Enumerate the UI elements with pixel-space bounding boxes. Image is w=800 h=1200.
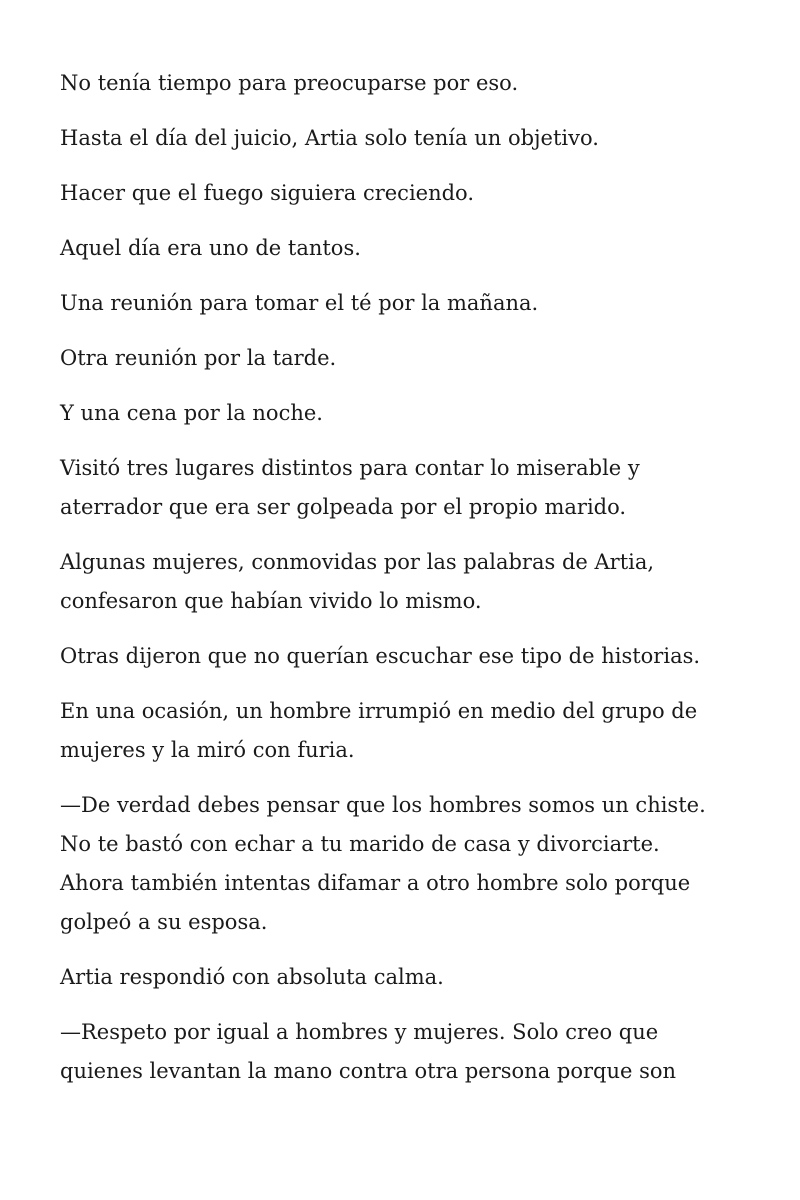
paragraph-1 <box>60 64 760 103</box>
paragraph-10 <box>60 637 760 676</box>
text-line: Artia respondió con absoluta calma. <box>60 965 444 989</box>
text-line: aterrador que era ser golpeada por el propio marido. <box>60 495 627 519</box>
text-line: golpeó a su esposa. <box>60 910 268 934</box>
text-line: Una reunión para tomar el té por la mañana. <box>60 291 539 315</box>
text-line: quienes levantan la mano contra otra persona porque son <box>60 1059 677 1083</box>
paragraph-5 <box>60 284 760 323</box>
paragraph-4 <box>60 229 760 268</box>
page-text <box>60 64 760 1107</box>
paragraph-13 <box>60 958 760 997</box>
text-line: Algunas mujeres, conmovidas por las palabras de Artia, <box>60 550 655 574</box>
paragraph-12 <box>60 786 760 942</box>
text-line: Otras dijeron que no querían escuchar ese tipo de historias. <box>60 644 701 668</box>
paragraph-8 <box>60 449 760 527</box>
paragraph-14 <box>60 1013 760 1091</box>
text-line: Aquel día era uno de tantos. <box>60 236 361 260</box>
text-line: confesaron que habían vivido lo mismo. <box>60 589 482 613</box>
paragraph-9 <box>60 543 760 621</box>
text-line: Ahora también intentas difamar a otro hombre solo porque <box>60 871 691 895</box>
paragraph-2 <box>60 119 760 158</box>
paragraph-7 <box>60 394 760 433</box>
text-line: Otra reunión por la tarde. <box>60 346 337 370</box>
text-line: En una ocasión, un hombre irrumpió en medio del grupo de <box>60 699 698 723</box>
text-line: No tenía tiempo para preocuparse por eso. <box>60 71 519 95</box>
text-line: Visitó tres lugares distintos para contar lo miserable y <box>60 456 640 480</box>
text-line: Hacer que el fuego siguiera creciendo. <box>60 181 475 205</box>
paragraph-3 <box>60 174 760 213</box>
text-line: mujeres y la miró con furia. <box>60 738 355 762</box>
text-line: No te bastó con echar a tu marido de casa y divorciarte. <box>60 832 660 856</box>
paragraph-11 <box>60 692 760 770</box>
text-line: Y una cena por la noche. <box>60 401 323 425</box>
text-line: —De verdad debes pensar que los hombres somos un chiste. <box>60 793 706 817</box>
text-line: Hasta el día del juicio, Artia solo tenía un objetivo. <box>60 126 599 150</box>
text-line: —Respeto por igual a hombres y mujeres. Solo creo que <box>60 1020 659 1044</box>
paragraph-6 <box>60 339 760 378</box>
